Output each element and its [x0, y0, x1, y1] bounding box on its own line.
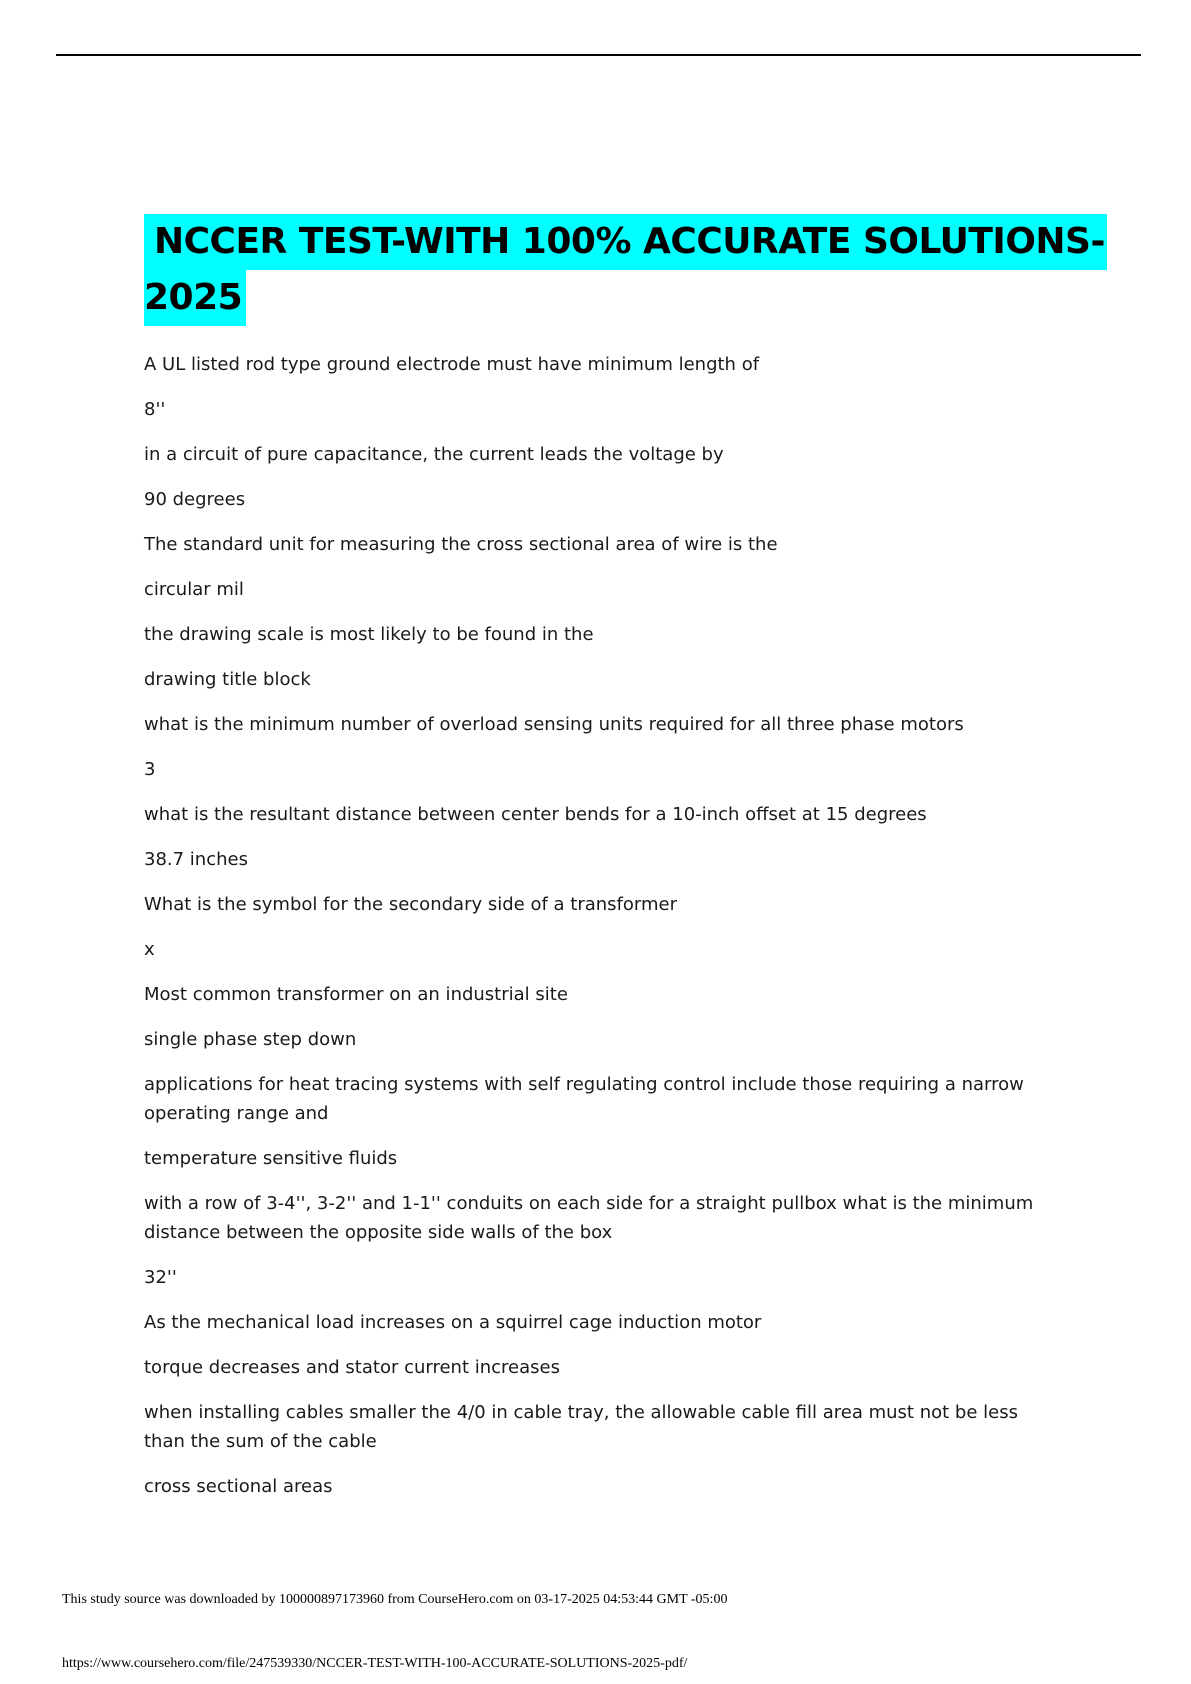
answer-text: 32'' [144, 1267, 177, 1288]
question-text: applications for heat tracing systems with self regulating control include those requiring a narrow operating range and [144, 1074, 1024, 1124]
question-text: what is the minimum number of overload sensing units required for all three phase motors [144, 714, 964, 735]
answer-text: 8'' [144, 399, 166, 420]
question-text: with a row of 3-4'', 3-2'' and 1-1'' conduits on each side for a straight pullbox what is the minimum distance between the opposite side walls of the box [144, 1193, 1034, 1243]
question-text: the drawing scale is most likely to be found in the [144, 624, 594, 645]
answer-text: circular mil [144, 579, 244, 600]
title-line-1: NCCER TEST-WITH 100% ACCURATE SOLUTIONS- [144, 214, 1107, 270]
download-source-note: This study source was downloaded by 100000897173960 from CourseHero.com on 03-17-2025 04:53:44 GMT -05:00 [62, 1592, 728, 1607]
source-url[interactable]: https://www.coursehero.com/file/247539330/NCCER-TEST-WITH-100-ACCURATE-SOLUTIONS-2025-pdf/ [62, 1656, 688, 1671]
answer-text: 3 [144, 759, 156, 780]
title-line-2: 2025 [144, 270, 246, 326]
question-text: What is the symbol for the secondary side of a transformer [144, 894, 677, 915]
question-text: A UL listed rod type ground electrode must have minimum length of [144, 354, 760, 375]
question-text: As the mechanical load increases on a squirrel cage induction motor [144, 1312, 762, 1333]
question-text: Most common transformer on an industrial site [144, 984, 568, 1005]
question-text: when installing cables smaller the 4/0 in cable tray, the allowable cable fill area must not be less than the sum of the cable [144, 1402, 1018, 1452]
answer-text: 90 degrees [144, 489, 246, 510]
answer-text: single phase step down [144, 1029, 357, 1050]
question-text: in a circuit of pure capacitance, the current leads the voltage by [144, 444, 724, 465]
answer-text: drawing title block [144, 669, 311, 690]
answer-text: temperature sensitive fluids [144, 1148, 398, 1169]
question-answer-list [144, 350, 1044, 1517]
answer-text: torque decreases and stator current increases [144, 1357, 560, 1378]
question-text: The standard unit for measuring the cross sectional area of wire is the [144, 534, 778, 555]
answer-text: x [144, 939, 155, 960]
answer-text: 38.7 inches [144, 849, 248, 870]
question-text: what is the resultant distance between center bends for a 10-inch offset at 15 degrees [144, 804, 927, 825]
answer-text: cross sectional areas [144, 1476, 333, 1497]
document-title [144, 214, 1105, 326]
header-rule [56, 54, 1141, 56]
